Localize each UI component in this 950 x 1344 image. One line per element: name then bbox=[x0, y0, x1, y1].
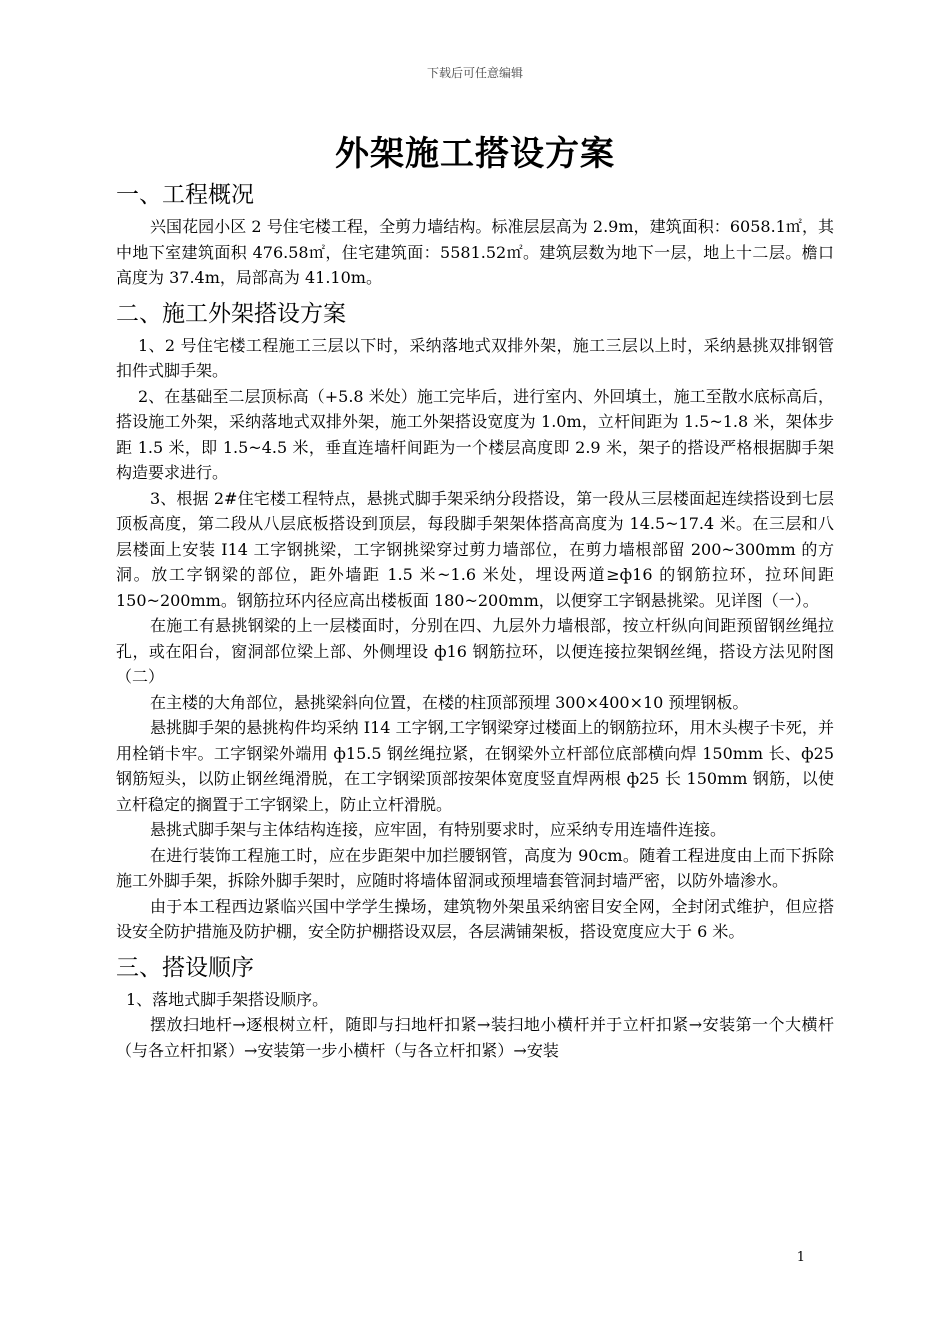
paragraph: 1、落地式脚手架搭设顺序。 bbox=[126, 989, 329, 1009]
section-heading-overview: 一、工程概况 bbox=[116, 182, 254, 208]
page-number: 1 bbox=[796, 1250, 805, 1265]
paragraph: 3、根据 2#住宅楼工程特点，悬挑式脚手架采纳分段搭设，第一段从三层楼面起连续搭设到七层顶板高度，第二段从八层底板搭设到顶层，每段脚手架架体搭高高度为 14.5~17.4 米。在三层和八层楼面上安装 I14 工字钢挑梁，工字钢挑梁穿过剪力墙部位，在剪力墙根部留 200~300mm 的方洞。放工字钢梁的部位，距外墙距 1.5 米~1.6 米处，埋设两道≥ф16 的钢筋拉环，拉环间距 150~200mm。钢筋拉环内径应高出楼板面 180~200mm，以便穿工字钢悬挑梁。见详图（一）。 bbox=[116, 488, 834, 610]
document-body bbox=[116, 180, 834, 1063]
section-heading-scaffold-plan: 二、施工外架搭设方案 bbox=[116, 300, 346, 327]
paragraph: 由于本工程西边紧临兴国中学学生操场，建筑物外架虽采纳密目安全网，全封闭式维护，但应搭设安全防护措施及防护棚，安全防护棚搭设双层，各层满铺架板，搭设宽度应大于 6 米。 bbox=[116, 896, 834, 941]
page-header-note: 下载后可任意编辑 bbox=[426, 66, 523, 80]
paragraph: 在主楼的大角部位，悬挑梁斜向位置，在楼的柱顶部预埋 300×400×10 预埋钢板。 bbox=[150, 692, 749, 712]
paragraph: 在施工有悬挑钢梁的上一层楼面时，分别在四、九层外力墙根部，按立杆纵向间距预留钢丝绳拉孔，或在阳台，窗洞部位梁上部、外侧埋设 ф16 钢筋拉环，以便连接拉架钢丝绳，搭设方法见附图（二） bbox=[116, 616, 834, 686]
paragraph: 悬挑式脚手架与主体结构连接，应牢固，有特别要求时，应采纳专用连墙件连接。 bbox=[150, 820, 727, 839]
paragraph: 在进行装饰工程施工时，应在步距架中加拦腰钢管，高度为 90cm。随着工程进度由上而下拆除施工外脚手架，拆除外脚手架时，应随时将墙体留洞或预埋墙套管洞封墙严密，以防外墙渗水。 bbox=[116, 845, 834, 890]
paragraph: 兴国花园小区 2 号住宅楼工程，全剪力墙结构。标准层层高为 2.9m，建筑面积：6058.1㎡，其中地下室建筑面积 476.58㎡，住宅建筑面：5581.52㎡。建筑层数为地下一层，地上十二层。檐口高度为 37.4m，局部高为 41.10m。 bbox=[116, 217, 834, 287]
paragraph: 摆放扫地杆→逐根树立杆，随即与扫地杆扣紧→装扫地小横杆并于立杆扣紧→安装第一个大横杆（与各立杆扣紧）→安装第一步小横杆（与各立杆扣紧）→安装 bbox=[116, 1015, 834, 1060]
paragraph: 悬挑脚手架的悬挑构件均采纳 I14 工字钢,工字钢梁穿过楼面上的钢筋拉环，用木头楔子卡死，并用栓销卡牢。工字钢梁外端用 ф15.5 钢丝绳拉紧，在钢梁外立杆部位底部横向焊 150mm 长、ф25 钢筋短头，以防止钢丝绳滑脱，在工字钢梁顶部按架体宽度竖直焊两根 ф25 长 150mm 钢筋，以使立杆稳定的搁置于工字钢梁上，防止立杆滑脱。 bbox=[116, 718, 834, 814]
paragraph: 2、在基础至二层顶标高（+5.8 米处）施工完毕后，进行室内、外回填土，施工至散水底标高后，搭设施工外架，采纳落地式双排外架，施工外架搭设宽度为 1.0m，立杆间距为 1.5~1.8 米，架体步距 1.5 米，即 1.5~4.5 米，垂直连墙杆间距为一个楼层高度即 2.9 米，架子的搭设严格根据脚手架构造要求进行。 bbox=[116, 386, 834, 482]
paragraph: 1、2 号住宅楼工程施工三层以下时，采纳落地式双排外架，施工三层以上时，采纳悬挑双排钢管扣件式脚手架。 bbox=[116, 335, 834, 380]
document-title: 外架施工搭设方案 bbox=[335, 134, 615, 174]
section-heading-sequence: 三、搭设顺序 bbox=[116, 954, 254, 981]
